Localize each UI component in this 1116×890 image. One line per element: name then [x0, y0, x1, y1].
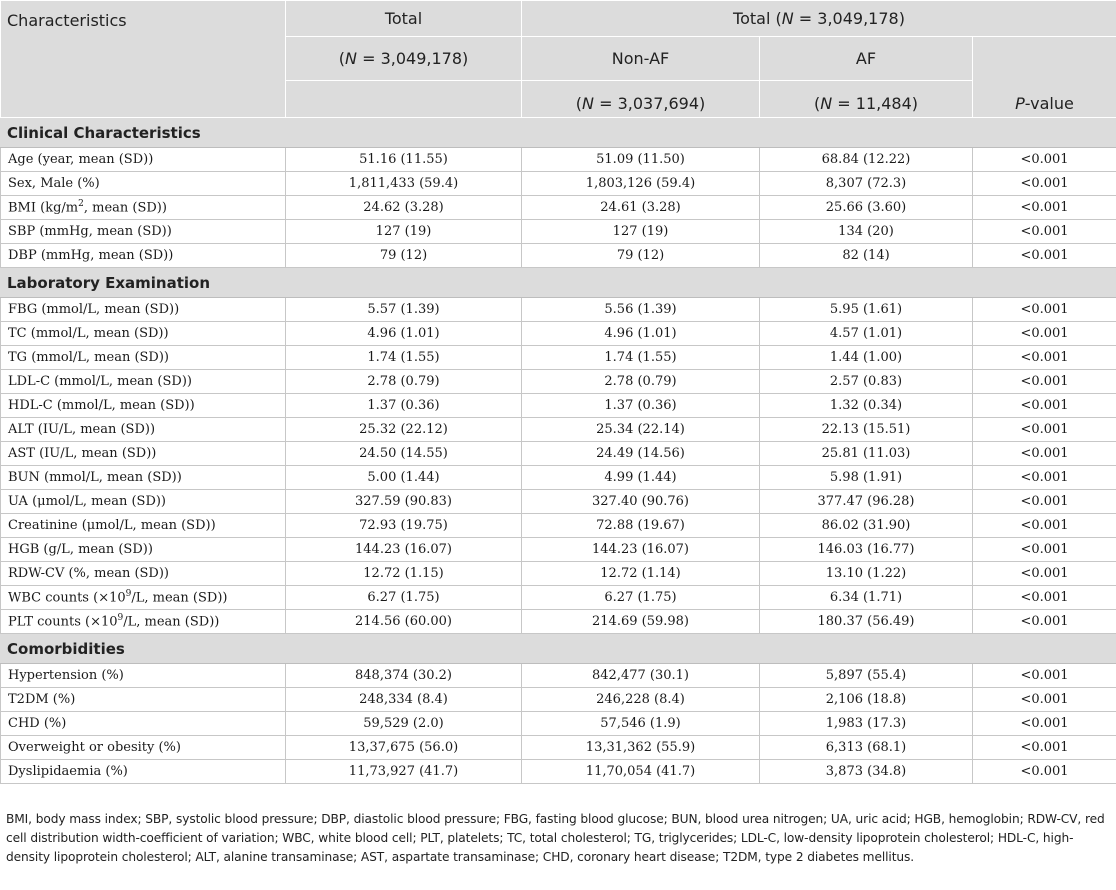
row-label: WBC counts ($\times 10^9/L$, mean (SD)) [1, 586, 286, 610]
row-label: Hypertension (%) [1, 664, 286, 688]
section-header-comorbidities [1, 634, 1116, 664]
table-row [1, 418, 1116, 442]
row-label: UA (μmol/L, mean (SD)) [1, 490, 286, 514]
cell-total: 1.37 (0.36) [286, 394, 522, 418]
cell-non-af: 144.23 (16.07) [522, 538, 760, 562]
header-af-n: (N = 11,484) [760, 81, 973, 118]
cell-total: 13,37,675 (56.0) [286, 736, 522, 760]
row-label: LDL-C (mmol/L, mean (SD)) [1, 370, 286, 394]
table-header [1, 1, 1116, 118]
header-total-group: Total (N = 3,049,178) [522, 1, 1116, 37]
cell-p-value: <0.001 [973, 514, 1116, 538]
row-label: RDW-CV (%, mean (SD)) [1, 562, 286, 586]
table-row [1, 610, 1116, 634]
row-label: HDL-C (mmol/L, mean (SD)) [1, 394, 286, 418]
cell-non-af: 327.40 (90.76) [522, 490, 760, 514]
cell-total: 24.50 (14.55) [286, 442, 522, 466]
cell-p-value: <0.001 [973, 370, 1116, 394]
section-header-laboratory [1, 268, 1116, 298]
table-row [1, 148, 1116, 172]
header-non-af-n: (N = 3,037,694) [522, 81, 760, 118]
row-label: Dyslipidaemia (%) [1, 760, 286, 784]
row-label: TG (mmol/L, mean (SD)) [1, 346, 286, 370]
cell-p-value: <0.001 [973, 688, 1116, 712]
cell-non-af: 4.96 (1.01) [522, 322, 760, 346]
cell-p-value: <0.001 [973, 196, 1116, 220]
cell-af: 1.44 (1.00) [760, 346, 973, 370]
cell-af: 8,307 (72.3) [760, 172, 973, 196]
cell-af: 5.98 (1.91) [760, 466, 973, 490]
cell-p-value: <0.001 [973, 148, 1116, 172]
cell-non-af: 24.49 (14.56) [522, 442, 760, 466]
table-row [1, 586, 1116, 610]
table-row [1, 172, 1116, 196]
header-characteristics: Characteristics [1, 1, 286, 118]
row-label: TC (mmol/L, mean (SD)) [1, 322, 286, 346]
table-row [1, 712, 1116, 736]
cell-af: 3,873 (34.8) [760, 760, 973, 784]
cell-total: 5.57 (1.39) [286, 298, 522, 322]
cell-p-value: <0.001 [973, 538, 1116, 562]
row-label: Sex, Male (%) [1, 172, 286, 196]
cell-total: 12.72 (1.15) [286, 562, 522, 586]
cell-p-value: <0.001 [973, 736, 1116, 760]
cell-non-af: 51.09 (11.50) [522, 148, 760, 172]
table-row [1, 760, 1116, 784]
section-title: Clinical Characteristics [1, 118, 1116, 148]
cell-af: 2,106 (18.8) [760, 688, 973, 712]
cell-af: 1.32 (0.34) [760, 394, 973, 418]
cell-af: 5.95 (1.61) [760, 298, 973, 322]
row-label: Creatinine (μmol/L, mean (SD)) [1, 514, 286, 538]
cell-p-value: <0.001 [973, 562, 1116, 586]
table-row [1, 370, 1116, 394]
cell-total: 79 (12) [286, 244, 522, 268]
cell-non-af: 1.74 (1.55) [522, 346, 760, 370]
section-title: Comorbidities [1, 634, 1116, 664]
cell-p-value: <0.001 [973, 172, 1116, 196]
cell-total: 4.96 (1.01) [286, 322, 522, 346]
table-row [1, 196, 1116, 220]
cell-non-af: 12.72 (1.14) [522, 562, 760, 586]
cell-total: 25.32 (22.12) [286, 418, 522, 442]
cell-af: 1,983 (17.3) [760, 712, 973, 736]
cell-non-af: 246,228 (8.4) [522, 688, 760, 712]
table-row [1, 346, 1116, 370]
cell-total: 327.59 (90.83) [286, 490, 522, 514]
cell-af: 2.57 (0.83) [760, 370, 973, 394]
table-row [1, 394, 1116, 418]
cell-af: 146.03 (16.77) [760, 538, 973, 562]
cell-p-value: <0.001 [973, 586, 1116, 610]
table-footnote: BMI, body mass index; SBP, systolic blood pressure; DBP, diastolic blood pressure; FBG, fasting blood glucose; BUN, blood urea nitrogen; UA, uric acid; HGB, hemoglobin; RDW-CV, red cell distribution width-coefficient of variation; WBC, white blood cell; PLT, platelets; TC, total cholesterol; TG, triglycerides; LDL-C, low-density lipoprotein cholesterol; HDL-C, high-density lipoprotein cholesterol; ALT, alanine transaminase; AST, aspartate transaminase; CHD, coronary heart disease; T2DM, type 2 diabetes mellitus. [6, 812, 1105, 864]
row-label: BUN (mmol/L, mean (SD)) [1, 466, 286, 490]
row-label: PLT counts ($\times 10^9/L$, mean (SD)) [1, 610, 286, 634]
cell-p-value: <0.001 [973, 346, 1116, 370]
table-row [1, 466, 1116, 490]
cell-non-af: 13,31,362 (55.9) [522, 736, 760, 760]
cell-p-value: <0.001 [973, 394, 1116, 418]
header-non-af: Non-AF [522, 37, 760, 81]
cell-p-value: <0.001 [973, 664, 1116, 688]
cell-total: 6.27 (1.75) [286, 586, 522, 610]
row-label: Age (year, mean (SD)) [1, 148, 286, 172]
cell-total: 248,334 (8.4) [286, 688, 522, 712]
cell-total: 11,73,927 (41.7) [286, 760, 522, 784]
cell-total: 59,529 (2.0) [286, 712, 522, 736]
cell-non-af: 1,803,126 (59.4) [522, 172, 760, 196]
cell-af: 4.57 (1.01) [760, 322, 973, 346]
cell-af: 25.81 (11.03) [760, 442, 973, 466]
cell-total: 51.16 (11.55) [286, 148, 522, 172]
cell-total: 848,374 (30.2) [286, 664, 522, 688]
cell-non-af: 1.37 (0.36) [522, 394, 760, 418]
table-row [1, 664, 1116, 688]
section-header-clinical [1, 118, 1116, 148]
cell-non-af: 11,70,054 (41.7) [522, 760, 760, 784]
cell-total: 2.78 (0.79) [286, 370, 522, 394]
cell-total: 1,811,433 (59.4) [286, 172, 522, 196]
cell-p-value: <0.001 [973, 244, 1116, 268]
cell-af: 22.13 (15.51) [760, 418, 973, 442]
table-row [1, 298, 1116, 322]
cell-p-value: <0.001 [973, 418, 1116, 442]
cell-non-af: 127 (19) [522, 220, 760, 244]
cell-total: 24.62 (3.28) [286, 196, 522, 220]
header-total: Total [286, 1, 522, 37]
cell-non-af: 4.99 (1.44) [522, 466, 760, 490]
cell-p-value: <0.001 [973, 298, 1116, 322]
cell-af: 377.47 (96.28) [760, 490, 973, 514]
cell-af: 5,897 (55.4) [760, 664, 973, 688]
cell-total: 127 (19) [286, 220, 522, 244]
cell-af: 134 (20) [760, 220, 973, 244]
row-label: DBP (mmHg, mean (SD)) [1, 244, 286, 268]
table-row [1, 244, 1116, 268]
row-label: AST (IU/L, mean (SD)) [1, 442, 286, 466]
cell-non-af: 57,546 (1.9) [522, 712, 760, 736]
header-p-value: P-value [973, 37, 1116, 118]
cell-non-af: 6.27 (1.75) [522, 586, 760, 610]
header-total-n: (N = 3,049,178) [286, 37, 522, 81]
table-row [1, 688, 1116, 712]
cell-af: 6,313 (68.1) [760, 736, 973, 760]
row-label: ALT (IU/L, mean (SD)) [1, 418, 286, 442]
cell-non-af: 214.69 (59.98) [522, 610, 760, 634]
cell-non-af: 79 (12) [522, 244, 760, 268]
cell-af: 82 (14) [760, 244, 973, 268]
row-label: BMI ($kg/m^2$, mean (SD)) [1, 196, 286, 220]
cell-p-value: <0.001 [973, 220, 1116, 244]
table-row [1, 736, 1116, 760]
cell-non-af: 72.88 (19.67) [522, 514, 760, 538]
table-row [1, 220, 1116, 244]
cell-non-af: 25.34 (22.14) [522, 418, 760, 442]
cell-p-value: <0.001 [973, 610, 1116, 634]
table-row [1, 514, 1116, 538]
cell-af: 86.02 (31.90) [760, 514, 973, 538]
row-label: SBP (mmHg, mean (SD)) [1, 220, 286, 244]
row-label: HGB (g/L, mean (SD)) [1, 538, 286, 562]
table-row [1, 322, 1116, 346]
cell-non-af: 5.56 (1.39) [522, 298, 760, 322]
cell-total: 214.56 (60.00) [286, 610, 522, 634]
row-label: FBG (mmol/L, mean (SD)) [1, 298, 286, 322]
cell-non-af: 842,477 (30.1) [522, 664, 760, 688]
cell-non-af: 2.78 (0.79) [522, 370, 760, 394]
header-af: AF [760, 37, 973, 81]
table-row [1, 562, 1116, 586]
section-title: Laboratory Examination [1, 268, 1116, 298]
cell-p-value: <0.001 [973, 712, 1116, 736]
row-label: Overweight or obesity (%) [1, 736, 286, 760]
cell-total: 5.00 (1.44) [286, 466, 522, 490]
cell-total: 72.93 (19.75) [286, 514, 522, 538]
header-total-blank [286, 81, 522, 118]
cell-total: 1.74 (1.55) [286, 346, 522, 370]
cell-af: 180.37 (56.49) [760, 610, 973, 634]
table-row [1, 538, 1116, 562]
cell-p-value: <0.001 [973, 760, 1116, 784]
cell-p-value: <0.001 [973, 442, 1116, 466]
cell-af: 68.84 (12.22) [760, 148, 973, 172]
table-row [1, 490, 1116, 514]
table-row [1, 442, 1116, 466]
cell-af: 25.66 (3.60) [760, 196, 973, 220]
cell-af: 6.34 (1.71) [760, 586, 973, 610]
cell-p-value: <0.001 [973, 322, 1116, 346]
cell-af: 13.10 (1.22) [760, 562, 973, 586]
cell-total: 144.23 (16.07) [286, 538, 522, 562]
cell-p-value: <0.001 [973, 466, 1116, 490]
row-label: T2DM (%) [1, 688, 286, 712]
row-label: CHD (%) [1, 712, 286, 736]
table-body [1, 118, 1116, 784]
cell-p-value: <0.001 [973, 490, 1116, 514]
cell-non-af: 24.61 (3.28) [522, 196, 760, 220]
